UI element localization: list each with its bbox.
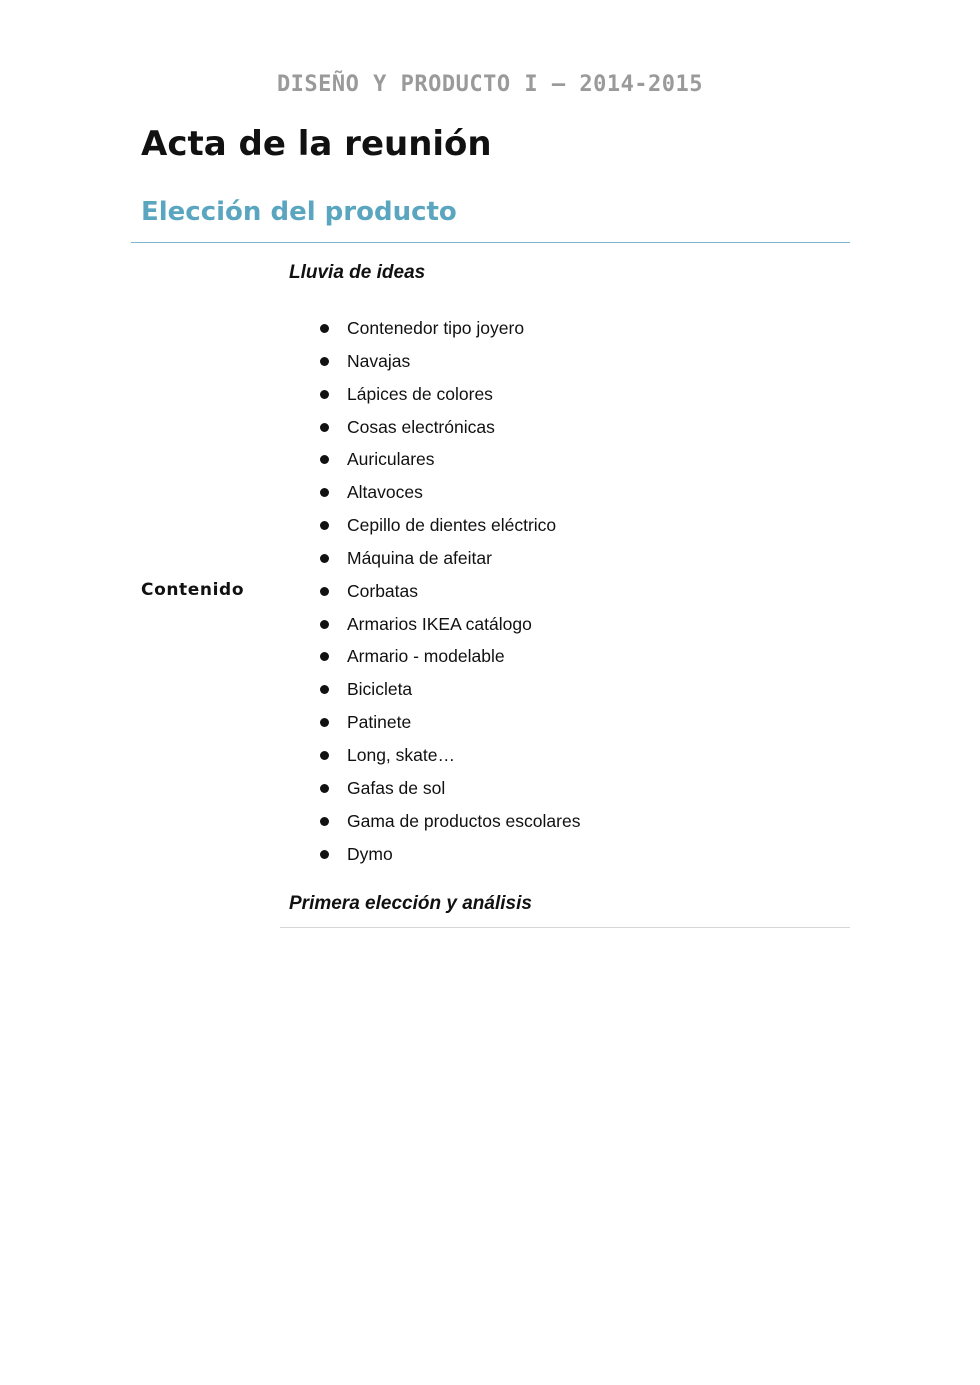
course-header: DISEÑO Y PRODUCTO I – 2014-2015 xyxy=(276,72,704,97)
bullet-icon xyxy=(320,620,329,629)
bullet-icon xyxy=(320,718,329,727)
list-item xyxy=(320,776,580,809)
list-item xyxy=(320,382,580,415)
list-item-text: Cepillo de dientes eléctrico xyxy=(347,515,557,536)
list-item-text: Auriculares xyxy=(347,449,435,470)
list-item xyxy=(320,644,580,677)
first-choice-heading: Primera elección y análisis xyxy=(289,893,532,914)
content-row-label: Contenido xyxy=(141,580,245,600)
list-item-text: Gafas de sol xyxy=(347,777,446,798)
brainstorm-heading: Lluvia de ideas xyxy=(289,262,426,283)
bullet-icon xyxy=(320,751,329,760)
bullet-icon xyxy=(320,357,329,366)
bullet-icon xyxy=(320,390,329,399)
list-item xyxy=(320,612,580,645)
table-divider xyxy=(280,927,850,928)
bullet-icon xyxy=(320,685,329,694)
list-item xyxy=(320,579,580,612)
list-item-text: Cosas electrónicas xyxy=(347,416,495,437)
list-item-text: Navajas xyxy=(347,350,411,371)
list-item-text: Long, skate… xyxy=(347,744,455,765)
list-item xyxy=(320,513,580,546)
bullet-icon xyxy=(320,554,329,563)
list-item xyxy=(320,349,580,382)
list-item-text: Armario - modelable xyxy=(347,646,505,667)
bullet-icon xyxy=(320,488,329,497)
page-title: Acta de la reunión xyxy=(141,124,492,164)
bullet-icon xyxy=(320,521,329,530)
bullet-icon xyxy=(320,850,329,859)
list-item xyxy=(320,842,580,875)
list-item xyxy=(320,316,580,349)
bullet-icon xyxy=(320,455,329,464)
list-item-text: Gama de productos escolares xyxy=(347,810,581,831)
list-item xyxy=(320,447,580,480)
list-item-text: Altavoces xyxy=(347,482,423,503)
brainstorm-list xyxy=(320,316,580,874)
list-item xyxy=(320,415,580,448)
list-item xyxy=(320,809,580,842)
list-item xyxy=(320,480,580,513)
list-item-text: Armarios IKEA catálogo xyxy=(347,613,532,634)
list-item-text: Máquina de afeitar xyxy=(347,547,492,568)
bullet-icon xyxy=(320,784,329,793)
bullet-icon xyxy=(320,324,329,333)
bullet-icon xyxy=(320,423,329,432)
section-divider xyxy=(131,242,850,243)
list-item-text: Contenedor tipo joyero xyxy=(347,318,525,338)
list-item-text: Bicicleta xyxy=(347,679,413,700)
bullet-icon xyxy=(320,587,329,596)
list-item xyxy=(320,677,580,710)
section-title: Elección del producto xyxy=(141,197,457,227)
list-item-text: Patinete xyxy=(347,712,412,733)
list-item xyxy=(320,743,580,776)
list-item-text: Dymo xyxy=(347,843,393,864)
bullet-icon xyxy=(320,817,329,826)
list-item xyxy=(320,710,580,743)
bullet-icon xyxy=(320,652,329,661)
list-item-text: Corbatas xyxy=(347,580,419,601)
list-item-text: Lápices de colores xyxy=(347,383,493,404)
list-item xyxy=(320,546,580,579)
